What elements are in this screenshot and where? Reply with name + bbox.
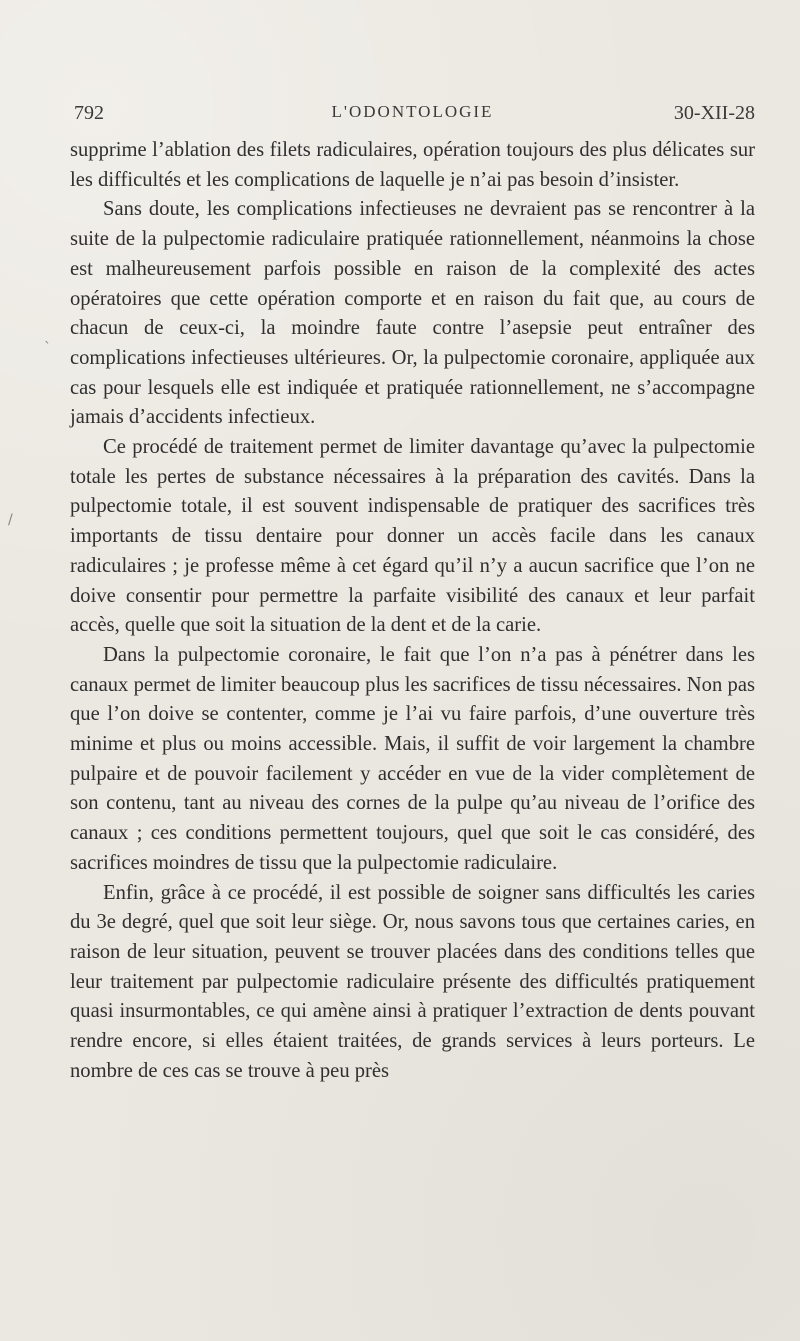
journal-title: L'ODONTOLOGIE	[331, 102, 494, 121]
running-header	[70, 102, 755, 130]
paragraph: Sans doute, les complications infectieuses ne devraient pas se rencontrer à la suite de la pulpectomie radiculaire pratiquée rationnellement, néanmoins la chose est malheureusement parfois possible en raison de la complexité des actes opératoires que cette opération comporte et en raison du fait que, au cours de chacun de ceux-ci, la moindre faute contre l’asepsie peut entraîner des complications infectieuses ultérieures. Or, la pulpectomie coronaire, appliquée aux cas pour lesquels elle est indiquée et pratiquée rationnellement, ne s’accompagne jamais d’accidents infectieux.	[70, 198, 755, 429]
scan-speck: ˎ	[44, 328, 51, 344]
body-text	[70, 136, 755, 1087]
page-number: 792	[74, 102, 104, 124]
paragraph: Enfin, grâce à ce procédé, il est possible de soigner sans difficultés les caries du 3e degré, quel que soit leur siège. Or, nous savons tous que certaines caries, en raison de leur situation, peuvent se trouver placées dans des conditions telles que leur traitement par pulpectomie radiculaire présente des difficultés pratiquement quasi insurmontables, ce qui amène ainsi à pratiquer l’extraction de dents pouvant rendre encore, si elles étaient traitées, de grands services à leurs porteurs. Le nombre de ces cas se trouve à peu près	[70, 881, 755, 1082]
paragraph: Ce procédé de traitement permet de limiter davantage qu’avec la pulpectomie totale les pertes de substance nécessaires à la préparation des cavités. Dans la pulpectomie totale, il est souvent indispensable de pratiquer des sacrifices très importants de tissu dentaire pour donner un accès facile dans les canaux radiculaires ; je professe même à cet égard qu’il n’y a aucun sacrifice que l’on ne doive consentir pour permettre la parfaite visibilité des canaux et leur parfait accès, quelle que soit la situation de la dent et de la carie.	[70, 436, 755, 637]
paragraph: Dans la pulpectomie coronaire, le fait que l’on n’a pas à pénétrer dans les canaux permet de limiter beaucoup plus les sacrifices de tissu nécessaires. Non pas que l’on doive se contenter, comme je l’ai vu faire parfois, d’une ouverture très minime et plus ou moins accessible. Mais, il suffit de voir largement la chambre pulpaire et de pouvoir facilement y accéder en vue de la vider complètement de son contenu, tant au niveau des cornes de la pulpe qu’au niveau de l’orifice des canaux ; ces conditions permettent toujours, quel que soit le cas considéré, des sacrifices moindres de tissu que la pulpectomie radiculaire.	[70, 643, 755, 874]
paragraph: supprime l’ablation des filets radiculaires, opération toujours des plus délicates sur les difficultés et les complications de laquelle je n’ai pas besoin d’insister.	[70, 139, 755, 191]
scan-speck: /	[8, 512, 13, 528]
issue-date: 30-XII-28	[673, 102, 755, 124]
